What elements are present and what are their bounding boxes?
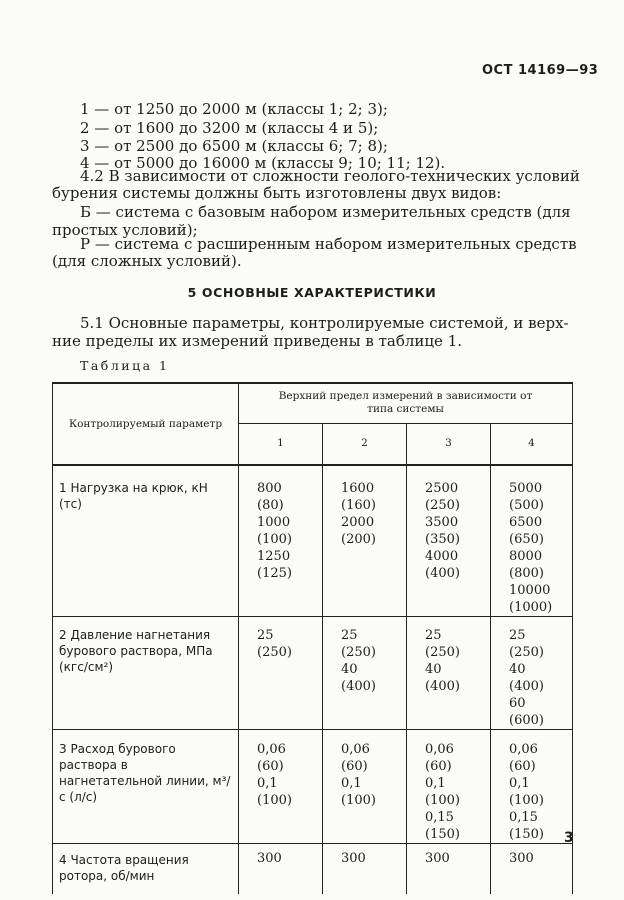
value-cell: 0,06 (60) 0,1 (100) [239, 730, 323, 844]
table-row [53, 730, 573, 844]
text-line: 5.1 Основные параметры, контролируемые системой, и верх- [80, 314, 569, 332]
section-heading: 5 ОСНОВНЫЕ ХАРАКТЕРИСТИКИ [187, 285, 437, 300]
value-cell: 25 (250) 40 (400) [407, 617, 491, 730]
column-number: 2 [323, 423, 407, 465]
value-cell: 2500 (250) 3500 (350) 4000 (400) [407, 465, 491, 617]
value-cell: 25 (250) 40 (400) [323, 617, 407, 730]
param-column-header: Контролируемый параметр [53, 383, 239, 465]
value-cell: 25 (250) [239, 617, 323, 730]
limits-group-header: Верхний предел измерений в зависимости от типа системы [239, 383, 573, 423]
text-line: 1 — от 1250 до 2000 м (классы 1; 2; 3); [80, 100, 388, 118]
table-row [53, 465, 573, 617]
column-number: 1 [239, 423, 323, 465]
value-cell: 1600 (160) 2000 (200) [323, 465, 407, 617]
text-line: 3 — от 2500 до 6500 м (классы 6; 7; 8); [80, 137, 388, 155]
text-line: (для сложных условий). [52, 252, 242, 270]
value-cell: 300 [239, 844, 323, 894]
value-cell: 300 [407, 844, 491, 894]
value-cell: 5000 (500) 6500 (650) 8000 (800) 10000 (1000) [491, 465, 573, 617]
text-line: Б — система с базовым набором измерительных средств (для [80, 203, 571, 221]
param-cell: 4 Частота вращения ротора, об/мин [53, 844, 239, 894]
value-cell: 300 [323, 844, 407, 894]
table-row [53, 844, 573, 894]
text-line: Р — система с расширенным набором измерительных средств [80, 235, 577, 253]
value-cell: 0,06 (60) 0,1 (100) 0,15 (150) [407, 730, 491, 844]
text-line: простых условий); [52, 221, 198, 239]
text-line: 4.2 В зависимости от сложности геолого-технических условий [80, 167, 580, 185]
value-cell: 300 [491, 844, 573, 894]
value-cell: 800 (80) 1000 (100) 1250 (125) [239, 465, 323, 617]
text-line: бурения системы должны быть изготовлены двух видов: [52, 184, 502, 202]
parameters-table [52, 382, 573, 894]
column-number: 4 [491, 423, 573, 465]
table-row [53, 617, 573, 730]
value-cell: 25 (250) 40 (400) 60 (600) [491, 617, 573, 730]
param-cell: 3 Расход бурового раствора в нагнетательной линии, м³/с (л/с) [53, 730, 239, 844]
text-line: 4 — от 5000 до 16000 м (классы 9; 10; 11; 12). [80, 154, 446, 172]
value-cell: 0,06 (60) 0,1 (100) [323, 730, 407, 844]
column-number: 3 [407, 423, 491, 465]
param-cell: 1 Нагрузка на крюк, кН (тс) [53, 465, 239, 617]
table-caption: Таблица 1 [80, 358, 170, 373]
page-number: 3 [564, 830, 574, 846]
standard-designation: ОСТ 14169—93 [482, 63, 599, 78]
text-line: 2 — от 1600 до 3200 м (классы 4 и 5); [80, 119, 379, 137]
text-line: ние пределы их измерений приведены в таблице 1. [52, 332, 463, 350]
param-cell: 2 Давление нагнетания бурового раствора, МПа (кгс/см²) [53, 617, 239, 730]
value-cell: 0,06 (60) 0,1 (100) 0,15 (150) [491, 730, 573, 844]
